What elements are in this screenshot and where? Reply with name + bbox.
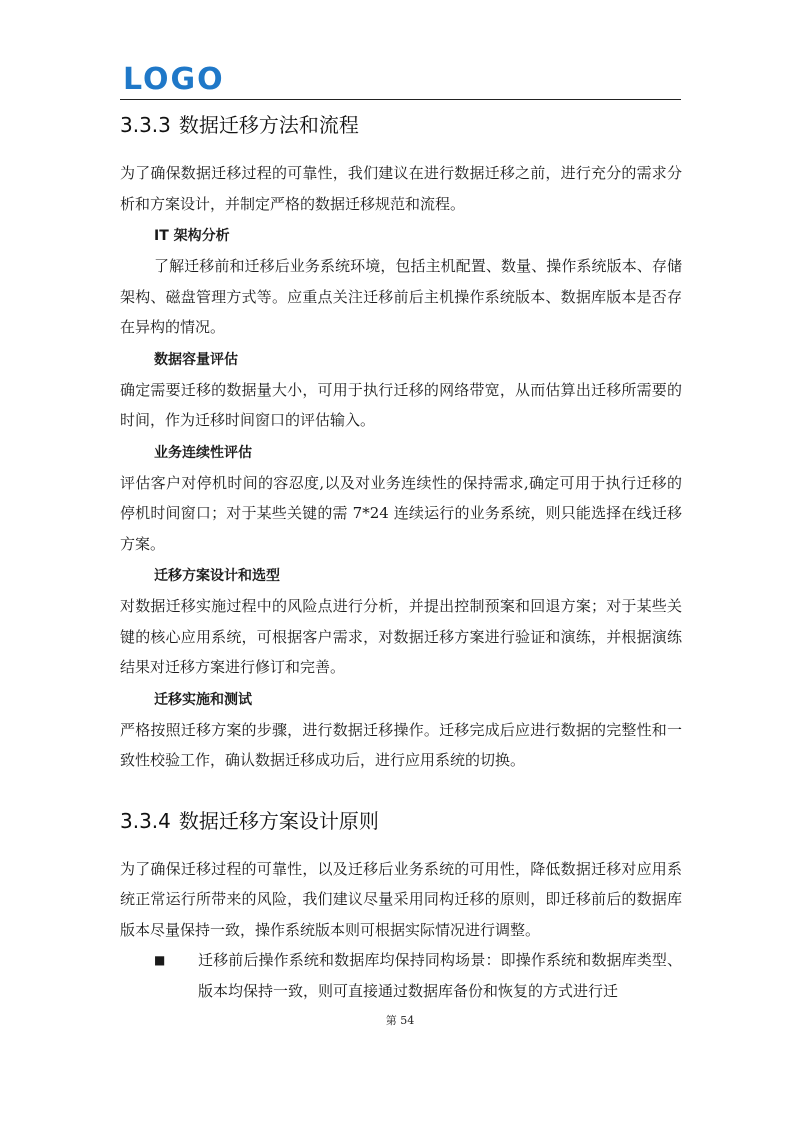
section-number: 3.3.3 [120,113,171,137]
bullet-text: 迁移前后操作系统和数据库均保持同构场景：即操作系统和数据库类型、版本均保持一致，则可直接通过数据库备份和恢复的方式进行迁 [198,951,682,1000]
section-title: 数据迁移方法和流程 [178,113,359,137]
paragraph-it-architecture: 了解迁移前和迁移后业务系统环境，包括主机配置、数量、操作系统版本、存储架构、磁盘管理方式等。应重点关注迁移前后主机操作系统版本、数据库版本是否存在异构的情况。 [120,257,682,336]
page-number: 第 54 [385,1014,415,1027]
paragraph-design: 对数据迁移实施过程中的风险点进行分析，并提出控制预案和回退方案；对于某些关键的核心应用系统，可根据客户需求，对数据迁移方案进行验证和演练，并根据演练结果对迁移方案进行修订和完善。 [120,597,682,676]
paragraph-continuity: 评估客户对停机时间的容忍度,以及对业务连续性的保持需求,确定可用于执行迁移的停机时间窗口；对于某些关键的需 7*24 连续运行的业务系统，则只能选择在线迁移方案。 [120,473,682,553]
subheading-implementation: 迁移实施和测试 [154,691,252,708]
section-number: 3.3.4 [120,808,171,833]
section-heading-333 [120,110,682,140]
header-divider [120,99,681,100]
paragraph-implementation: 严格按照迁移方案的步骤，进行数据迁移操作。迁移完成后应进行数据的完整性和一致性校验工作，确认数据迁移成功后，进行应用系统的切换。 [120,720,682,769]
section-intro: 为了确保数据迁移过程的可靠性，我们建议在进行数据迁移之前，进行充分的需求分析和方案设计，并制定严格的数据迁移规范和流程。 [120,164,682,213]
subheading-it-architecture: IT 架构分析 [154,228,230,244]
logo: LOGO [123,62,225,97]
subheading-continuity: 业务连续性评估 [154,444,252,461]
subheading-capacity: 数据容量评估 [154,351,238,368]
section-title: 数据迁移方案设计原则 [178,808,379,833]
square-bullet-icon: ■ [154,953,166,967]
paragraph-capacity: 确定需要迁移的数据量大小，可用于执行迁移的网络带宽，从而估算出迁移所需要的时间，作为迁移时间窗口的评估输入。 [120,380,682,429]
subheading-design: 迁移方案设计和选型 [154,568,280,584]
section-heading-334 [120,806,682,836]
list-item [120,945,682,1006]
page-content [120,110,682,1006]
section-intro: 为了确保迁移过程的可靠性，以及迁移后业务系统的可用性，降低数据迁移对应用系统正常运行所带来的风险，我们建议尽量采用同构迁移的原则，即迁移前后的数据库版本尽量保持一致，操作系统版本则可根据实际情况进行调整。 [120,859,682,939]
